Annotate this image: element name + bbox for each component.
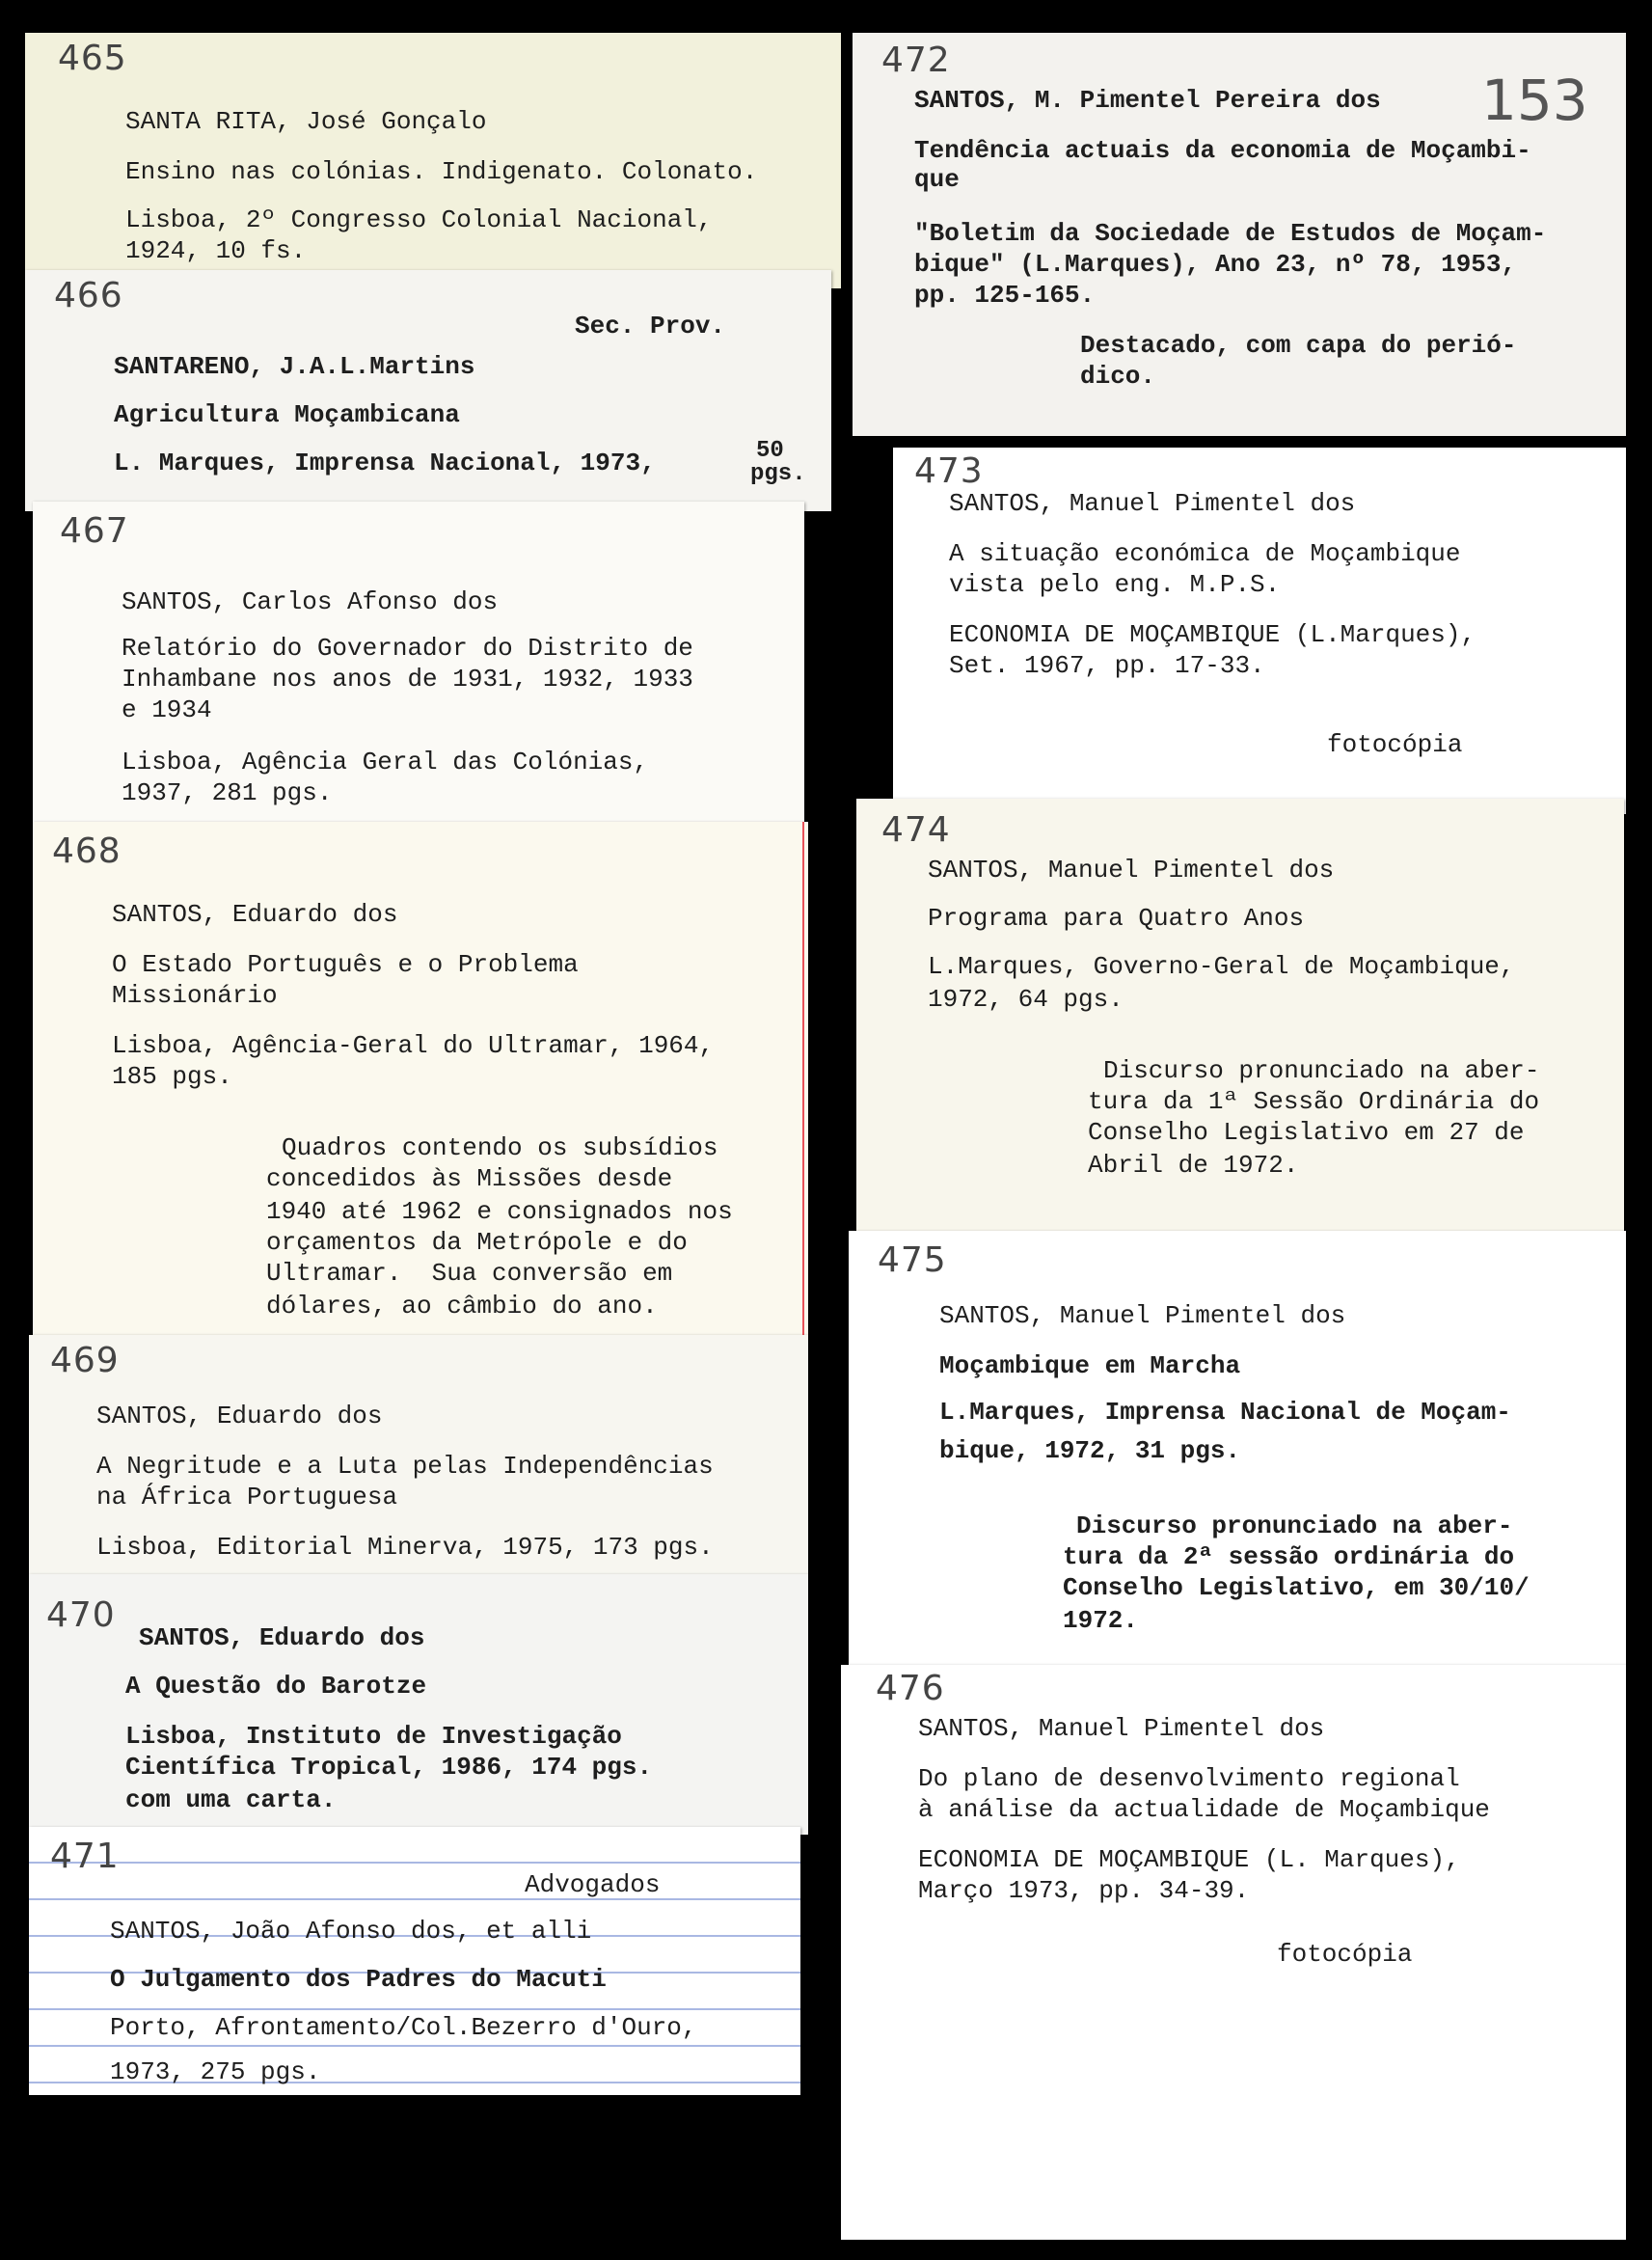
card-note: tura da 1ª Sessão Ordinária do: [1088, 1087, 1540, 1116]
card-note: 1940 até 1962 e consignados nos: [266, 1197, 733, 1226]
card-author: SANTOS, Manuel Pimentel dos: [918, 1714, 1325, 1743]
catalog-card-474: [856, 799, 1624, 1252]
card-source: Março 1973, pp. 34-39.: [918, 1876, 1250, 1905]
catalog-card-475: [849, 1231, 1626, 1675]
card-imprint: 185 pgs.: [112, 1062, 232, 1091]
card-title: A Negritude e a Luta pelas Independências: [96, 1452, 714, 1481]
card-title: e 1934: [122, 695, 212, 724]
card-title: à análise da actualidade de Moçambique: [918, 1795, 1490, 1824]
catalog-card-473: [893, 448, 1626, 814]
card-author: SANTOS, M. Pimentel Pereira dos: [914, 86, 1381, 115]
card-source: bique" (L.Marques), Ano 23, nº 78, 1953,: [914, 250, 1517, 279]
card-source: "Boletim da Sociedade de Estudos de Moçam-: [914, 219, 1547, 248]
card-number: 466: [54, 276, 123, 315]
card-note: fotocópia: [1327, 730, 1463, 759]
card-number: 470: [46, 1595, 116, 1635]
card-number: 475: [878, 1240, 947, 1280]
card-note: orçamentos da Metrópole e do: [266, 1228, 688, 1257]
card-title: Inhambane nos anos de 1931, 1932, 1933: [122, 665, 693, 694]
card-shelf-tag: Sec. Prov.: [575, 312, 726, 340]
card-author: SANTOS, Eduardo dos: [139, 1623, 425, 1652]
card-note: Discurso pronunciado na aber-: [1076, 1511, 1513, 1540]
card-author: SANTOS, Eduardo dos: [96, 1402, 383, 1430]
card-margin-line: [802, 822, 804, 1352]
card-note: Conselho Legislativo em 27 de: [1088, 1118, 1525, 1147]
card-number: 469: [50, 1341, 120, 1380]
card-note: dólares, ao câmbio do ano.: [266, 1292, 658, 1321]
card-imprint: Lisboa, 2º Congresso Colonial Nacional,: [125, 205, 713, 234]
card-title: Tendência actuais da economia de Moçambi-: [914, 136, 1531, 165]
card-author: SANTOS, Manuel Pimentel dos: [949, 489, 1356, 518]
card-number: 467: [60, 511, 129, 551]
card-title: vista pelo eng. M.P.S.: [949, 570, 1281, 599]
card-title: que: [914, 165, 960, 194]
card-note: Abril de 1972.: [1088, 1151, 1299, 1180]
card-note: 1972.: [1063, 1606, 1139, 1635]
catalog-card-470: [29, 1574, 808, 1835]
card-number: 472: [881, 41, 951, 80]
card-title: Do plano de desenvolvimento regional: [918, 1764, 1460, 1793]
card-title: O Julgamento dos Padres do Macuti: [110, 1965, 607, 1994]
card-title: Ensino nas colónias. Indigenato. Colonato.: [125, 157, 758, 186]
card-number: 468: [52, 831, 122, 871]
card-pages-unit: pgs.: [750, 461, 806, 487]
card-note: com uma carta.: [125, 1785, 337, 1814]
card-note: Discurso pronunciado na aber-: [1103, 1056, 1540, 1085]
card-imprint: Científica Tropical, 1986, 174 pgs.: [125, 1753, 653, 1782]
card-note: Destacado, com capa do perió-: [1080, 331, 1517, 360]
card-source: ECONOMIA DE MOÇAMBIQUE (L.Marques),: [949, 620, 1476, 649]
card-note: Conselho Legislativo, em 30/10/: [1063, 1573, 1530, 1602]
card-title: O Estado Português e o Problema: [112, 950, 579, 979]
card-note: fotocópia: [1277, 1940, 1413, 1969]
card-imprint: L.Marques, Imprensa Nacional de Moçam-: [939, 1398, 1511, 1427]
card-author: SANTA RITA, José Gonçalo: [125, 107, 487, 136]
card-author: SANTOS, Manuel Pimentel dos: [928, 856, 1335, 885]
card-author: SANTOS, Manuel Pimentel dos: [939, 1301, 1346, 1330]
card-number: 476: [876, 1669, 945, 1708]
card-pages-count: 50: [756, 438, 784, 464]
card-note: Quadros contendo os subsídios: [282, 1133, 718, 1162]
card-imprint: Porto, Afrontamento/Col.Bezerro d'Ouro,: [110, 2013, 697, 2042]
card-title: A situação económica de Moçambique: [949, 539, 1461, 568]
card-title: Missionário: [112, 981, 278, 1010]
card-author: SANTOS, Carlos Afonso dos: [122, 587, 499, 616]
catalog-card-472: [853, 33, 1626, 436]
card-number: 471: [50, 1837, 120, 1876]
card-title: Moçambique em Marcha: [939, 1351, 1241, 1380]
handwritten-mark: 153: [1481, 68, 1588, 133]
card-number: 473: [914, 451, 984, 491]
card-title: na África Portuguesa: [96, 1483, 398, 1511]
card-imprint: Lisboa, Instituto de Investigação: [125, 1722, 622, 1751]
card-note: tura da 2ª sessão ordinária do: [1063, 1542, 1515, 1571]
card-imprint: Lisboa, Agência Geral das Colónias,: [122, 748, 649, 776]
catalog-card-465: [25, 33, 841, 288]
card-imprint: Lisboa, Editorial Minerva, 1975, 173 pgs.: [96, 1533, 714, 1562]
card-source: ECONOMIA DE MOÇAMBIQUE (L. Marques),: [918, 1845, 1460, 1874]
card-author: SANTOS, João Afonso dos, et alli: [110, 1917, 592, 1946]
card-number: 465: [58, 39, 127, 78]
catalog-card-466: [25, 270, 831, 511]
card-imprint: L.Marques, Governo-Geral de Moçambique,: [928, 952, 1515, 981]
catalog-card-468: [33, 822, 808, 1352]
catalog-card-476: [841, 1665, 1626, 2240]
card-imprint: 1924, 10 fs.: [125, 236, 307, 265]
catalog-card-471: [29, 1827, 800, 2095]
catalog-card-469: [29, 1335, 808, 1582]
card-imprint: L. Marques, Imprensa Nacional, 1973,: [114, 449, 656, 477]
card-shelf-tag: Advogados: [525, 1870, 661, 1899]
catalog-card-467: [33, 502, 804, 830]
card-title: Agricultura Moçambicana: [114, 400, 460, 429]
card-title: A Questão do Barotze: [125, 1672, 427, 1701]
card-imprint: 1937, 281 pgs.: [122, 778, 333, 807]
card-number: 474: [881, 810, 951, 850]
card-imprint: 1972, 64 pgs.: [928, 985, 1124, 1014]
card-title: Relatório do Governador do Distrito de: [122, 634, 693, 663]
card-author: SANTOS, Eduardo dos: [112, 900, 398, 929]
card-note: dico.: [1080, 362, 1156, 391]
card-author: SANTARENO, J.A.L.Martins: [114, 352, 475, 381]
card-source: pp. 125-165.: [914, 281, 1096, 310]
card-imprint: bique, 1972, 31 pgs.: [939, 1436, 1241, 1465]
card-note: concedidos às Missões desde: [266, 1164, 673, 1193]
card-imprint: Lisboa, Agência-Geral do Ultramar, 1964,: [112, 1031, 715, 1060]
card-note: Ultramar. Sua conversão em: [266, 1259, 673, 1288]
card-imprint: 1973, 275 pgs.: [110, 2057, 321, 2086]
card-title: Programa para Quatro Anos: [928, 904, 1305, 933]
card-source: Set. 1967, pp. 17-33.: [949, 651, 1265, 680]
